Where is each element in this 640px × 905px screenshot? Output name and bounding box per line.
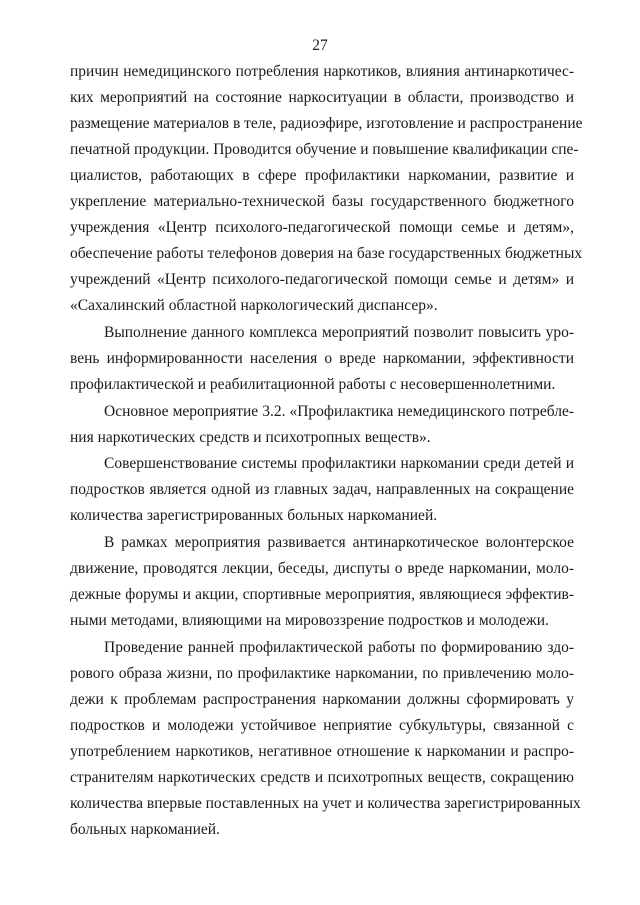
text-line: рового образа жизни, по профилактике наркомании, по привлечению моло-: [70, 665, 574, 682]
text-line: причин немедицинского потребления наркотиков, влияния антинаркотичес-: [70, 63, 574, 80]
text-line: дежи к проблемам распространения наркомании должны сформировать у: [70, 691, 574, 708]
text-line: ными методами, влияющими на мировоззрение подростков и молодежи.: [70, 612, 549, 629]
text-line: «Сахалинский областной наркологический диспансер».: [70, 297, 438, 314]
text-line: подростков и молодежи устойчивое неприятие субкультуры, связанной с: [70, 717, 574, 734]
text-line: печатной продукции. Проводится обучение и повышение квалификации спе-: [70, 141, 579, 158]
text-line: движение, проводятся лекции, беседы, диспуты о вреде наркомании, моло-: [70, 560, 574, 577]
text-line: В рамках мероприятия развивается антинаркотическое волонтерское: [104, 534, 574, 551]
text-line: подростков является одной из главных задач, направленных на сокращение: [70, 481, 574, 498]
text-line: Проведение ранней профилактической работы по формированию здо-: [104, 639, 574, 656]
text-line: учреждения «Центр психолого-педагогической помощи семье и детям»,: [70, 219, 574, 236]
text-line: профилактической и реабилитационной работы с несовершеннолетними.: [70, 376, 556, 393]
text-line: Выполнение данного комплекса мероприятий позволит повысить уро-: [104, 324, 574, 341]
text-line: больных наркоманией.: [70, 821, 220, 838]
text-line: Совершенствование системы профилактики наркомании среди детей и: [104, 455, 574, 472]
text-line: ния наркотических средств и психотропных веществ».: [70, 429, 431, 446]
text-line: количества впервые поставленных на учет и количества зарегистрированных: [70, 795, 581, 812]
text-line: учреждений «Центр психолого-педагогической помощи семье и детям» и: [70, 271, 574, 288]
page-number: 27: [312, 37, 328, 54]
text-line: циалистов, работающих в сфере профилактики наркомании, развитие и: [70, 167, 574, 184]
text-line: укрепление материально-технической базы государственного бюджетного: [70, 193, 574, 210]
text-line: вень информированности населения о вреде наркомании, эффективности: [70, 350, 574, 367]
text-line: ких мероприятий на состояние наркоситуации в области, производство и: [70, 89, 574, 106]
text-line: обеспечение работы телефонов доверия на базе государственных бюджетных: [70, 245, 583, 262]
text-line: размещение материалов в теле, радиоэфире, изготовление и распространение: [70, 115, 583, 132]
text-line: употреблением наркотиков, негативное отношение к наркомании и распро-: [70, 743, 574, 760]
text-line: Основное мероприятие 3.2. «Профилактика немедицинского потребле-: [104, 403, 574, 420]
text-line: дежные форумы и акции, спортивные мероприятия, являющиеся эффектив-: [70, 586, 574, 603]
text-line: количества зарегистрированных больных наркоманией.: [70, 507, 438, 524]
text-line: странителям наркотических средств и психотропных веществ, сокращению: [70, 769, 574, 786]
